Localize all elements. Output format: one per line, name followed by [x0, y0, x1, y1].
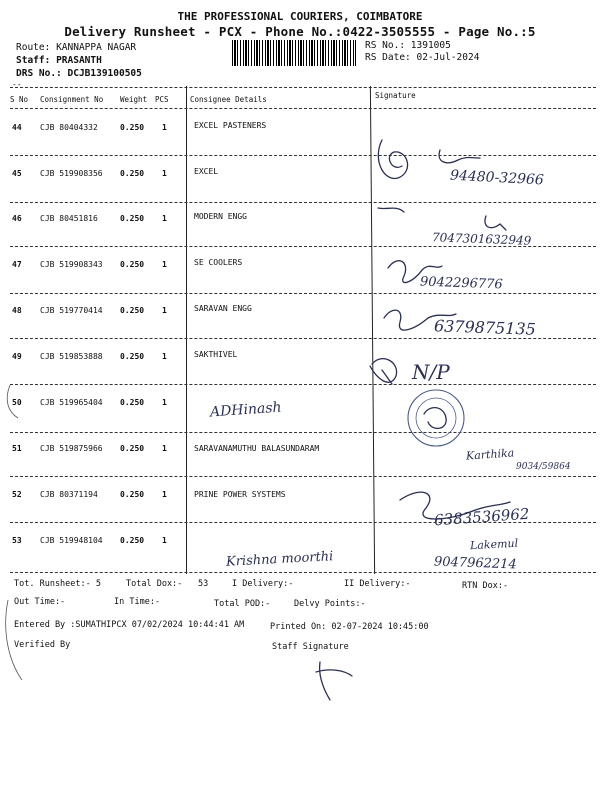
staff-value: PRASANTH — [56, 55, 102, 66]
col-sno: S No — [10, 95, 29, 104]
pcs: 1 — [162, 214, 167, 223]
drs-label: DRS No.: — [16, 68, 62, 79]
rs-no-label: RS No.: — [365, 40, 406, 51]
consignment-no: CJB 519908356 — [40, 169, 103, 178]
weight: 0.250 — [120, 214, 145, 223]
consignment-no: CJB 519770414 — [40, 306, 103, 315]
sno: 45 — [12, 169, 22, 178]
handwritten-name-53b: Krishna moorthi — [225, 549, 334, 570]
handwritten-phone-53: 9047962214 — [433, 554, 517, 573]
handwritten-name-51: Karthika — [465, 446, 515, 463]
pcs: 1 — [162, 536, 167, 545]
sno: 51 — [12, 444, 22, 453]
i-delivery: I Delivery:- — [232, 579, 294, 589]
pcs: 1 — [162, 123, 167, 132]
pcs: 1 — [162, 260, 167, 269]
route-label: Route: — [16, 42, 51, 53]
sno: 47 — [12, 260, 22, 269]
pcs: 1 — [162, 444, 167, 453]
in-time: In Time:- — [114, 597, 161, 607]
consignment-no: CJB 80404332 — [40, 123, 98, 132]
pcs: 1 — [162, 490, 167, 499]
consignee: EXCEL PASTENERS — [194, 121, 267, 130]
pcs: 1 — [162, 169, 167, 178]
consignment-no: CJB 519948104 — [40, 536, 103, 545]
col-consignment: Consignment No — [40, 95, 104, 104]
rs-date-label: RS Date: — [365, 52, 411, 63]
weight: 0.250 — [120, 398, 145, 407]
consignee: SAKTHIVEL — [194, 350, 238, 359]
col-weight: Weight — [120, 95, 148, 104]
signature-50 — [424, 408, 446, 429]
weight: 0.250 — [120, 123, 145, 132]
verified-by: Verified By — [14, 640, 71, 650]
sno: 52 — [12, 490, 22, 499]
consignee: SARAVAN ENGG — [194, 304, 252, 313]
company-name: THE PROFESSIONAL COURIERS, COIMBATORE — [177, 10, 423, 23]
handwritten-name-53a: Lakemul — [469, 536, 519, 553]
consignee: SE COOLERS — [194, 258, 243, 267]
weight: 0.250 — [120, 490, 145, 499]
weight: 0.250 — [120, 444, 145, 453]
handwritten-phone-44: 94480-32966 — [449, 167, 545, 189]
runsheet-title: Delivery Runsheet - PCX - Phone No.:0422-3505555 - Page No.:5 — [64, 24, 536, 39]
consignee: PRINE POWER SYSTEMS — [194, 490, 286, 499]
sno: 53 — [12, 536, 22, 545]
sno: 46 — [12, 214, 22, 223]
staff-signature-label: Staff Signature — [272, 642, 349, 652]
consignment-no: CJB 80451816 — [40, 214, 98, 223]
staff-label: Staff: — [16, 55, 51, 66]
rs-no-value: 1391005 — [410, 40, 451, 51]
signature-46 — [485, 216, 506, 230]
weight: 0.250 — [120, 536, 145, 545]
weight: 0.250 — [120, 169, 145, 178]
handwritten-phone-52: 6383536962 — [433, 504, 530, 530]
pcs: 1 — [162, 306, 167, 315]
signature-44 — [378, 140, 407, 178]
sno: 49 — [12, 352, 22, 361]
total-pod: Total POD:- — [214, 599, 271, 609]
rs-date-value: 02-Jul-2024 — [416, 52, 480, 63]
handwritten-phone-46: 7047301632949 — [431, 230, 532, 248]
pcs: 1 — [162, 398, 167, 407]
printed-on: Printed On: 02-07-2024 10:45:00 — [270, 622, 429, 632]
signature-44-initials — [439, 150, 480, 163]
col-pcs: PCS — [155, 95, 169, 104]
handwritten-name-50: ADHinash — [209, 399, 283, 421]
signature-49 — [370, 359, 397, 384]
handwritten-phone-48: 6379875135 — [433, 316, 537, 339]
drs-value: DCJB139100505 — [67, 68, 142, 79]
out-time: Out Time:- — [14, 597, 66, 607]
consignment-no: CJB 80371194 — [40, 490, 98, 499]
handwritten-phone-47: 9042296776 — [419, 274, 503, 293]
sno: 50 — [12, 398, 22, 407]
sno: 48 — [12, 306, 22, 315]
handwritten-phone-51: 9034/59864 — [516, 462, 571, 472]
delvy-points: Delvy Points:- — [294, 599, 366, 609]
col-consignee: Consignee Details — [190, 95, 267, 104]
handwritten-note-49: N/P — [412, 360, 450, 384]
consignee: SARAVANAMUTHU BALASUNDARAM — [194, 444, 320, 453]
col-signature: Signature — [375, 91, 416, 100]
pcs: 1 — [162, 352, 167, 361]
weight: 0.250 — [120, 306, 145, 315]
dash-marks: -- — [12, 80, 22, 89]
consignee: MODERN ENGG — [194, 212, 247, 221]
sno: 44 — [12, 123, 22, 132]
route-value: KANNAPPA NAGAR — [56, 42, 137, 53]
consignment-no: CJB 519965404 — [40, 398, 103, 407]
staff-signature-mark — [316, 662, 352, 700]
tot-runsheet: Tot. Runsheet:- 5 — [14, 579, 101, 589]
total-dox-value: 53 — [198, 579, 209, 589]
entered-by: Entered By :SUMATHIPCX 07/02/2024 10:44:41 AM — [14, 620, 245, 630]
consignee: EXCEL — [194, 167, 219, 176]
ii-delivery: II Delivery:- — [344, 579, 411, 589]
consignment-no: CJB 519875966 — [40, 444, 103, 453]
weight: 0.250 — [120, 352, 145, 361]
weight: 0.250 — [120, 260, 145, 269]
consignment-no: CJB 519853888 — [40, 352, 103, 361]
rtn-dox: RTN Dox:- — [462, 581, 509, 591]
consignment-no: CJB 519908343 — [40, 260, 103, 269]
total-dox-label: Total Dox:- — [126, 579, 183, 589]
